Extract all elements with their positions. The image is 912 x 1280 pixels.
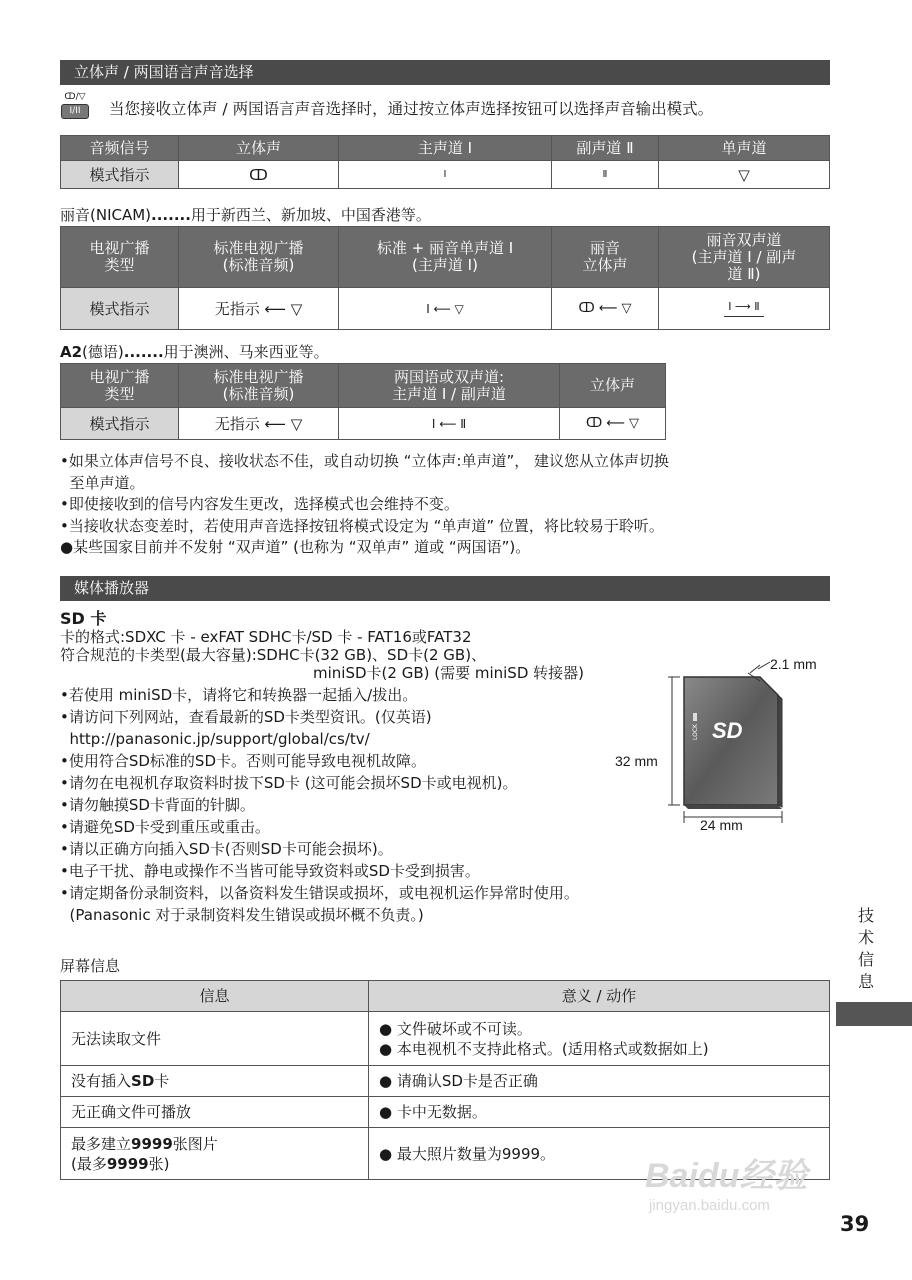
side-tab-marker [836,1002,912,1026]
t3-header-3: 立体声 [560,364,666,408]
sd-dim-thickness: 2.1 mm [770,656,817,672]
sd-note-item: •请避免SD卡受到重压或重击。 [60,818,270,836]
sd-dim-width: 24 mm [700,817,743,833]
nicam-line [60,206,431,225]
t3-header-1: 标准电视广播 (标准音频) [179,364,339,408]
sd-note-item: (Panasonic 对于录制资料发生错误或损坏概不负责。) [60,906,424,924]
sd-type-line-2: miniSD卡(2 GB) (需要 miniSD 转接器) [313,664,584,682]
screen-info-title: 屏幕信息 [60,957,121,975]
msg-text-part: 张图片 [172,1134,218,1153]
msg-text [61,1128,369,1180]
sd-note-item: •请定期备份录制资料，以备资料发生错误或损坏，或电视机运作异常时使用。 [60,884,579,902]
sd-dim-height: 32 mm [615,753,658,769]
t1-header-3: 副声道 Ⅱ [552,136,659,161]
sd-note-item: •请勿触摸SD卡背面的针脚。 [60,796,255,814]
msg-text-bold: SD [131,1072,155,1090]
watermark [645,1148,807,1214]
sd-note-url: http://panasonic.jp/support/global/cs/tv/ [60,730,370,748]
msg-text-part: 卡 [154,1072,170,1090]
table-row [61,1066,830,1097]
t2-header-1: 标准电视广播 (标准音频) [179,227,339,288]
sd-note-item: •使用符合SD标准的SD卡。否则可能导致电视机故障。 [60,752,426,770]
msg-action: ● 请确认SD卡是否正确 [369,1066,830,1097]
sd-note-item: •若使用 miniSD卡，请将它和转换器一起插入/拔出。 [60,686,418,704]
nicam-text: 用于新西兰、新加坡、中国香港等。 [190,206,431,224]
a2-title-lang: (德语) [82,343,124,361]
t1-header-4: 单声道 [659,136,830,161]
msg-text-part: (最多 [71,1154,107,1173]
page-number: 39 [840,1212,870,1236]
section-title-media-player: 媒体播放器 [60,576,830,601]
msg-action-item: ● 本电视机不支持此格式。(适用格式或数据如上) [379,1039,709,1058]
sd-format-line: 卡的格式:SDXC 卡 - exFAT SDHC卡/SD 卡 - FAT16或FAT32 [60,628,472,646]
msg-text-part: 最多建立 [71,1134,132,1153]
t2-val-3 [659,288,830,330]
msg-text [61,1066,369,1097]
msg-text: 无正确文件可播放 [61,1097,369,1128]
t3-header-2: 两国语或双声道: 主声道 Ⅰ / 副声道 [339,364,560,408]
t2-header-3: 丽音 立体声 [552,227,659,288]
t1-val-0: ↀ [179,161,339,189]
table-row [61,1097,830,1128]
sd-note-item: •请访问下列网站，查看最新的SD卡类型资讯。(仅英语) [60,708,432,726]
sd-notes [60,684,579,926]
t1-header-2: 主声道 Ⅰ [339,136,552,161]
msg-action-item: ● 文件破坏或不可读。 [379,1019,532,1038]
t2-val-0: 无指示 ⟵ ▽ [179,288,339,330]
a2-text: 用于澳洲、马来西亚等。 [163,343,329,361]
stereo-notes [60,451,669,559]
t2-header-0: 电视广播 类型 [61,227,179,288]
intro-text: 当您接收立体声 / 两国语言声音选择时，通过按立体声选择按钮可以选择声音输出模式。 [109,100,714,118]
msg-header-action: 意义 / 动作 [369,981,830,1012]
a2-dots: ....... [123,343,164,361]
msg-text-bold: 9999 [106,1154,149,1173]
msg-text-part: 张) [148,1154,170,1173]
msg-header-info: 信息 [61,981,369,1012]
stereo-symbol: ↀ/▽ [64,92,86,102]
stereo-button-icon [61,92,89,119]
sd-card-logo: SD [712,718,743,743]
watermark-brand: Baidu经验 [645,1157,808,1195]
table-row [61,1012,830,1066]
sd-note-item: •电子干扰、静电或操作不当皆可能导致资料或SD卡受到损害。 [60,862,480,880]
nicam-title: 丽音(NICAM) [60,206,152,224]
t2-header-2: 标准 + 丽音单声道 Ⅰ (主声道 Ⅰ) [339,227,552,288]
sd-type-line: 符合规范的卡类型(最大容量):SDHC卡(32 GB)、SD卡(2 GB)、 [60,646,487,664]
t2-val-2: ↀ ⟵ ▽ [552,288,659,330]
note-item: 至单声道。 [60,473,145,492]
note-item: •如果立体声信号不良、接收状态不佳，或自动切换 “立体声:单声道”， 建议您从立体声切换 [60,452,669,470]
nicam-dots: ....... [151,206,191,224]
msg-text-part: 没有插入 [71,1072,132,1090]
t3-row-label: 模式指示 [61,408,179,440]
t2-val-1: I ⟵ ▽ [339,288,552,330]
msg-text-bold: 9999 [131,1134,173,1153]
t1-header-0: 音频信号 [61,136,179,161]
a2-table [60,363,666,440]
audio-mode-table [60,135,830,189]
sd-note-item: •请以正确方向插入SD卡(否则SD卡可能会损坏)。 [60,840,393,858]
note-item: ●某些国家目前并不发射 “双声道” (也称为 “双单声” 道或 “两国语”)。 [60,538,531,556]
sd-card-lock: LOCK [692,724,699,740]
msg-action: ● 最大照片数量为9999。 [369,1128,830,1180]
side-tab-label: 技术信息 [857,906,874,991]
t1-val-1: I [339,161,552,189]
t1-val-3: ▽ [659,161,830,189]
msg-text: 无法读取文件 [61,1012,369,1066]
t1-val-2: Ⅱ [552,161,659,189]
t3-header-0: 电视广播 类型 [61,364,179,408]
sd-title: SD 卡 [60,609,107,628]
t3-val-0: 无指示 ⟵ ▽ [179,408,339,440]
t1-row-label: 模式指示 [61,161,179,189]
note-item: •即使接收到的信号内容发生更改，选择模式也会维持不变。 [60,495,459,513]
stereo-button-label: I/II [61,104,89,119]
t3-val-2: ↀ ⟵ ▽ [560,408,666,440]
t2-row-label: 模式指示 [61,288,179,330]
t2-header-4: 丽音双声道 (主声道 Ⅰ / 副声 道 Ⅱ) [659,227,830,288]
dual-mode-diagram: Ⅰ ⟶ Ⅱ [724,300,763,317]
sd-card-diagram [600,645,840,845]
msg-action [369,1012,830,1066]
sd-note-item: •请勿在电视机存取资料时拔下SD卡 (这可能会损坏SD卡或电视机)。 [60,774,518,792]
note-item: •当接收状态变差时，若使用声音选择按钮将模式设定为 “单声道” 位置，将比较易于聆听。 [60,516,664,535]
nicam-table [60,226,830,330]
a2-line [60,343,329,362]
watermark-url: jingyan.baidu.com [649,1197,770,1214]
msg-action: ● 卡中无数据。 [369,1097,830,1128]
a2-title: A2 [60,343,83,361]
section-title-stereo: 立体声 / 两国语言声音选择 [60,60,830,85]
t1-header-1: 立体声 [179,136,339,161]
t3-val-1: I ⟵ Ⅱ [339,408,560,440]
